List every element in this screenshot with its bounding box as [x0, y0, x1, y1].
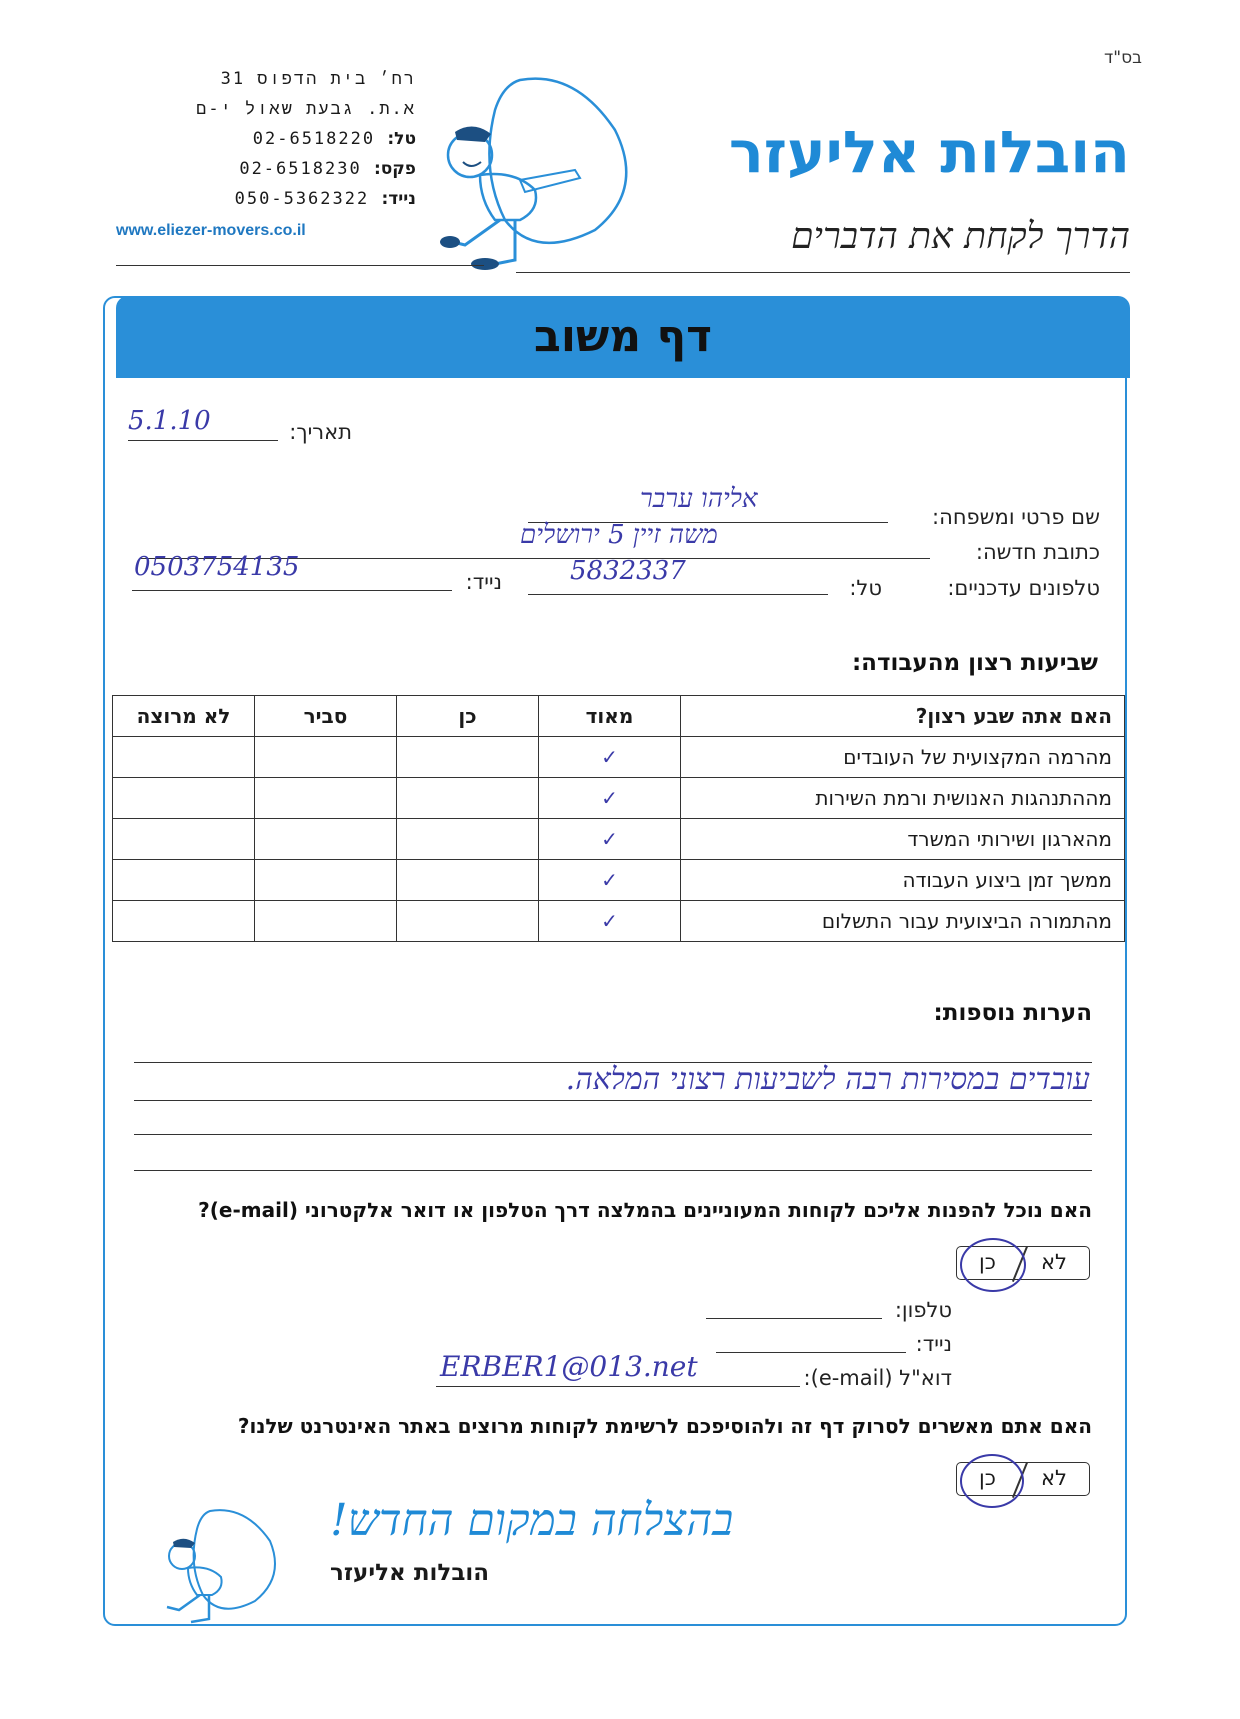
header-divider	[116, 265, 484, 266]
fax-line: פקס: 02-6518230	[239, 159, 416, 179]
phone-line: טל: 02-6518220	[252, 129, 416, 149]
tel-value[interactable]: 5832337	[570, 556, 686, 586]
cell-yes[interactable]	[397, 778, 539, 819]
name-label: שם פרטי ומשפחה:	[932, 505, 1100, 529]
yes-option[interactable]: כן	[979, 1466, 996, 1490]
publish-question: האם אתם מאשרים לסרוק דף זה ולהוסיפכם לרשימת לקוחות מרוצים באתר האינטרנט שלנו?	[237, 1414, 1092, 1438]
cell-reasonable[interactable]	[255, 737, 397, 778]
satisfaction-table	[112, 695, 1125, 942]
satisfaction-heading: שביעות רצון מהעבודה:	[851, 650, 1098, 676]
contact-phone-label: טלפון:	[894, 1298, 952, 1322]
bsd-mark: בס"ד	[1104, 48, 1142, 68]
cell-not-satisfied[interactable]	[113, 778, 255, 819]
question-text: מהארגון ושירותי המשרד	[681, 819, 1125, 860]
date-value[interactable]: 5.1.10	[128, 406, 211, 436]
check-mark[interactable]: ✓	[539, 860, 681, 901]
table-row	[113, 737, 1125, 778]
check-mark[interactable]: ✓	[539, 737, 681, 778]
cell-reasonable[interactable]	[255, 901, 397, 942]
col-very: מאוד	[539, 696, 681, 737]
address-line: א.ת. גבעת שאול י-ם	[196, 99, 416, 119]
contact-mobile-underline	[716, 1352, 906, 1353]
phones-label: טלפונים עדכניים:	[947, 576, 1100, 600]
yes-selected-circle	[960, 1238, 1026, 1292]
comment-line	[134, 1100, 1092, 1101]
tel-underline	[528, 594, 828, 595]
cell-reasonable[interactable]	[255, 860, 397, 901]
mover-mascot-small-illustration	[155, 1505, 285, 1625]
name-value[interactable]: אליהו ערבר	[640, 484, 758, 514]
check-mark[interactable]: ✓	[539, 901, 681, 942]
cell-yes[interactable]	[397, 901, 539, 942]
yes-selected-circle	[960, 1454, 1024, 1508]
yes-option[interactable]: כן	[979, 1250, 996, 1274]
date-label: תאריך:	[289, 420, 352, 444]
cell-not-satisfied[interactable]	[113, 737, 255, 778]
cell-not-satisfied[interactable]	[113, 819, 255, 860]
website-link[interactable]: www.eliezer-movers.co.il	[116, 222, 306, 239]
check-mark[interactable]: ✓	[539, 778, 681, 819]
mobile-label: נייד:	[465, 570, 502, 594]
comment-line	[134, 1134, 1092, 1135]
contact-question: האם נוכל להפנות אליכם לקוחות המעוניינים בהמלצה דרך הטלפון או דואר אלקטרוני (e-mail)?	[198, 1198, 1092, 1222]
question-text: מההתנהגות האנושית ורמת השירות	[681, 778, 1125, 819]
contact-mobile-label: נייד:	[915, 1332, 952, 1356]
cell-reasonable[interactable]	[255, 778, 397, 819]
comments-heading: הערות נוספות:	[933, 1000, 1092, 1026]
footer-company-name: הובלות אליעזר	[330, 1560, 490, 1586]
table-row	[113, 819, 1125, 860]
mobile-line: נייד: 050-5362322	[234, 189, 416, 209]
col-not-satisfied: לא מרוצה	[113, 696, 255, 737]
mover-mascot-illustration	[425, 70, 645, 270]
contact-phone-underline	[706, 1318, 882, 1319]
comment-line	[134, 1170, 1092, 1171]
header-divider	[516, 272, 1130, 273]
table-row	[113, 860, 1125, 901]
table-header-row	[113, 696, 1125, 737]
company-slogan: הדרך לקחת את הדברים	[791, 216, 1130, 257]
col-question: האם אתה שבע רצון?	[681, 696, 1125, 737]
contact-email-label: דוא"ל (e-mail):	[803, 1366, 952, 1390]
cell-reasonable[interactable]	[255, 819, 397, 860]
question-text: מהתמורה הביצועית עבור התשלום	[681, 901, 1125, 942]
check-mark[interactable]: ✓	[539, 819, 681, 860]
company-address-block	[116, 64, 416, 214]
question-text: ממשך זמן ביצוע העבודה	[681, 860, 1125, 901]
mobile-value[interactable]: 0503754135	[134, 552, 300, 582]
contact-email-underline	[436, 1386, 800, 1387]
company-name: הובלות אליעזר	[728, 118, 1130, 186]
question-text: מהרמה המקצועית של העובדים	[681, 737, 1125, 778]
cell-yes[interactable]	[397, 860, 539, 901]
tel-label: טל:	[849, 576, 882, 600]
no-option[interactable]: לא	[1041, 1250, 1067, 1274]
address-label: כתובת חדשה:	[975, 540, 1100, 564]
address-line: רח׳ בית הדפוס 31	[220, 69, 416, 89]
form-title: דף משוב	[533, 311, 713, 362]
cell-not-satisfied[interactable]	[113, 860, 255, 901]
cell-not-satisfied[interactable]	[113, 901, 255, 942]
table-row	[113, 901, 1125, 942]
col-reasonable: סביר	[255, 696, 397, 737]
cell-yes[interactable]	[397, 737, 539, 778]
date-underline	[128, 440, 278, 441]
comment-text[interactable]: עובדים במסירות רבה לשביעות רצוני המלאה.	[565, 1062, 1090, 1097]
no-option[interactable]: לא	[1041, 1466, 1067, 1490]
table-row	[113, 778, 1125, 819]
footer-slogan: בהצלחה במקום החדש!	[330, 1495, 734, 1546]
contact-email-value[interactable]: ERBER1@013.net	[440, 1350, 698, 1383]
cell-yes[interactable]	[397, 819, 539, 860]
col-yes: כן	[397, 696, 539, 737]
mobile-underline	[132, 590, 452, 591]
address-value[interactable]: משה זיין 5 ירושלים	[520, 520, 718, 550]
